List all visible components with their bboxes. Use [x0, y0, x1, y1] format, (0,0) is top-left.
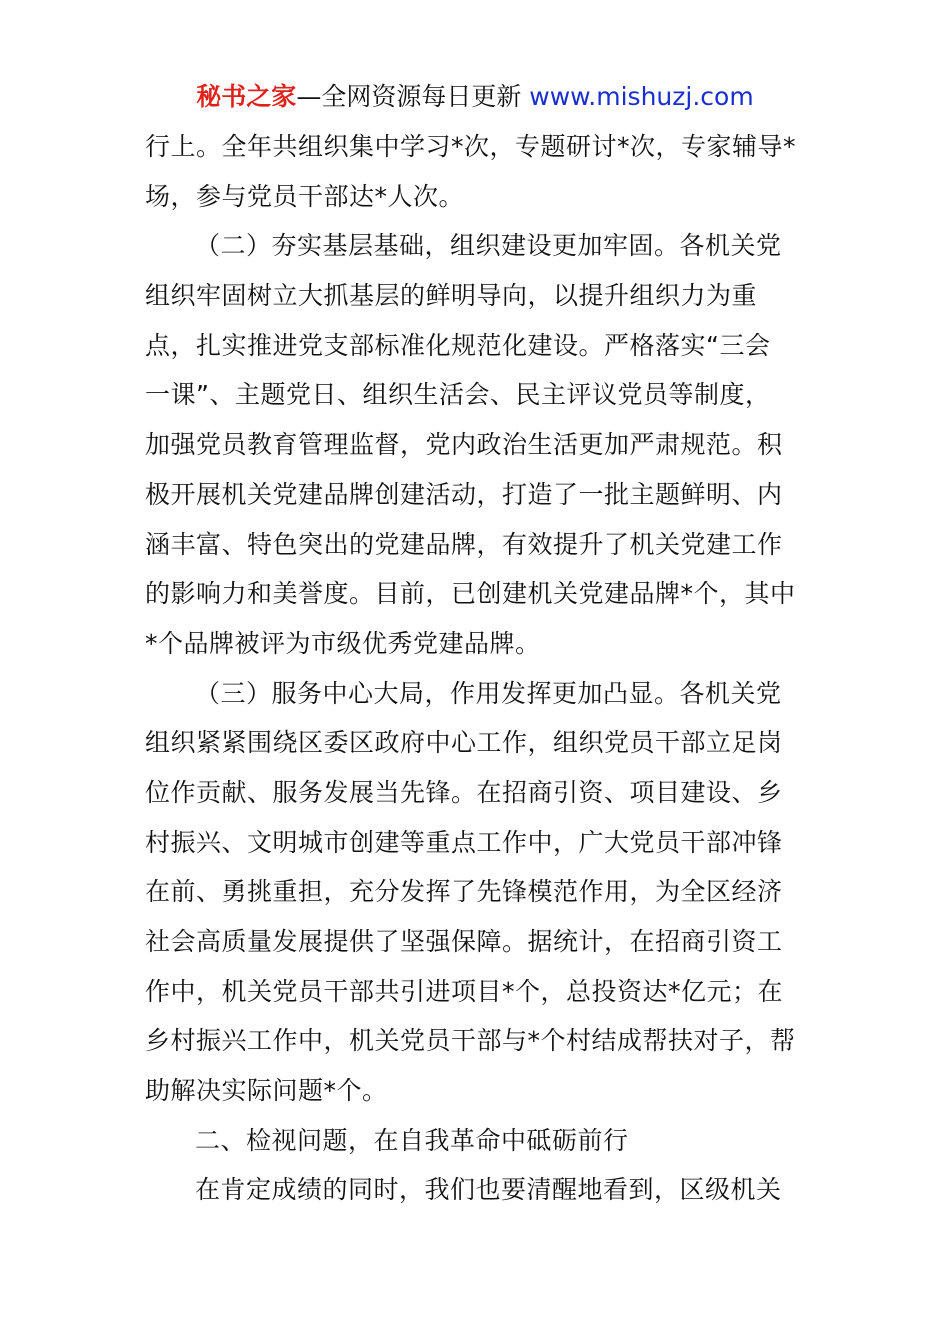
site-header: [0, 80, 950, 114]
text-line: 行上。全年共组织集中学习*次，专题研讨*次，专家辅导*: [145, 132, 797, 161]
text-line: 场，参与党员干部达*人次。: [145, 181, 465, 211]
section-heading-2: （二）夯实基层基础，组织建设更加牢固。各机关党: [195, 231, 782, 261]
text-line: 在肯定成绩的同时，我们也要清醒地看到，区级机关: [195, 1175, 782, 1205]
text-line: 在前、勇挑重担，充分发挥了先锋模范作用，为全区经济: [145, 877, 783, 907]
site-tagline: —全网资源每日更新: [296, 82, 530, 111]
text-line: 点，扎实推进党支部标准化规范化建设。严格落实“三会: [145, 330, 771, 360]
chapter-heading: 二、检视问题，在自我革命中砥砺前行: [195, 1125, 629, 1155]
text-line: 村振兴、文明城市创建等重点工作中，广大党员干部冲锋: [145, 827, 783, 857]
text-line: 乡村振兴工作中，机关党员干部与*个村结成帮扶对子，帮: [145, 1026, 796, 1056]
section-heading-3: （三）服务中心大局，作用发挥更加凸显。各机关党: [195, 678, 782, 708]
text-line: 加强党员教育管理监督，党内政治生活更加严肃规范。积: [145, 430, 783, 460]
text-line: 极开展机关党建品牌创建活动，打造了一批主题鲜明、内: [145, 479, 783, 509]
text-line: 位作贡献、服务发展当先锋。在招商引资、项目建设、乡: [145, 777, 783, 807]
text-line: 助解决实际问题*个。: [145, 1076, 388, 1106]
site-url-link[interactable]: www.mishuzj.com: [529, 82, 754, 111]
text-line: 涵丰富、特色突出的党建品牌，有效提升了机关党建工作: [145, 529, 783, 559]
text-line: *个品牌被评为市级优秀党建品牌。: [145, 628, 541, 658]
text-line: 的影响力和美誉度。目前，已创建机关党建品牌*个，其中: [145, 579, 796, 609]
document-body: [145, 122, 815, 1215]
text-line: 组织紧紧围绕区委区政府中心工作，组织党员干部立足岗: [145, 728, 783, 758]
site-brand: 秘书之家: [196, 82, 297, 111]
text-line: 作中，机关党员干部共引进项目*个，总投资达*亿元；在: [145, 976, 784, 1006]
text-line: 社会高质量发展提供了坚强保障。据统计，在招商引资工: [145, 927, 783, 956]
text-line: 组织牢固树立大抓基层的鲜明导向，以提升组织力为重: [145, 281, 758, 311]
text-line: 一课”、主题党日、组织生活会、民主评议党员等制度，: [145, 380, 771, 410]
